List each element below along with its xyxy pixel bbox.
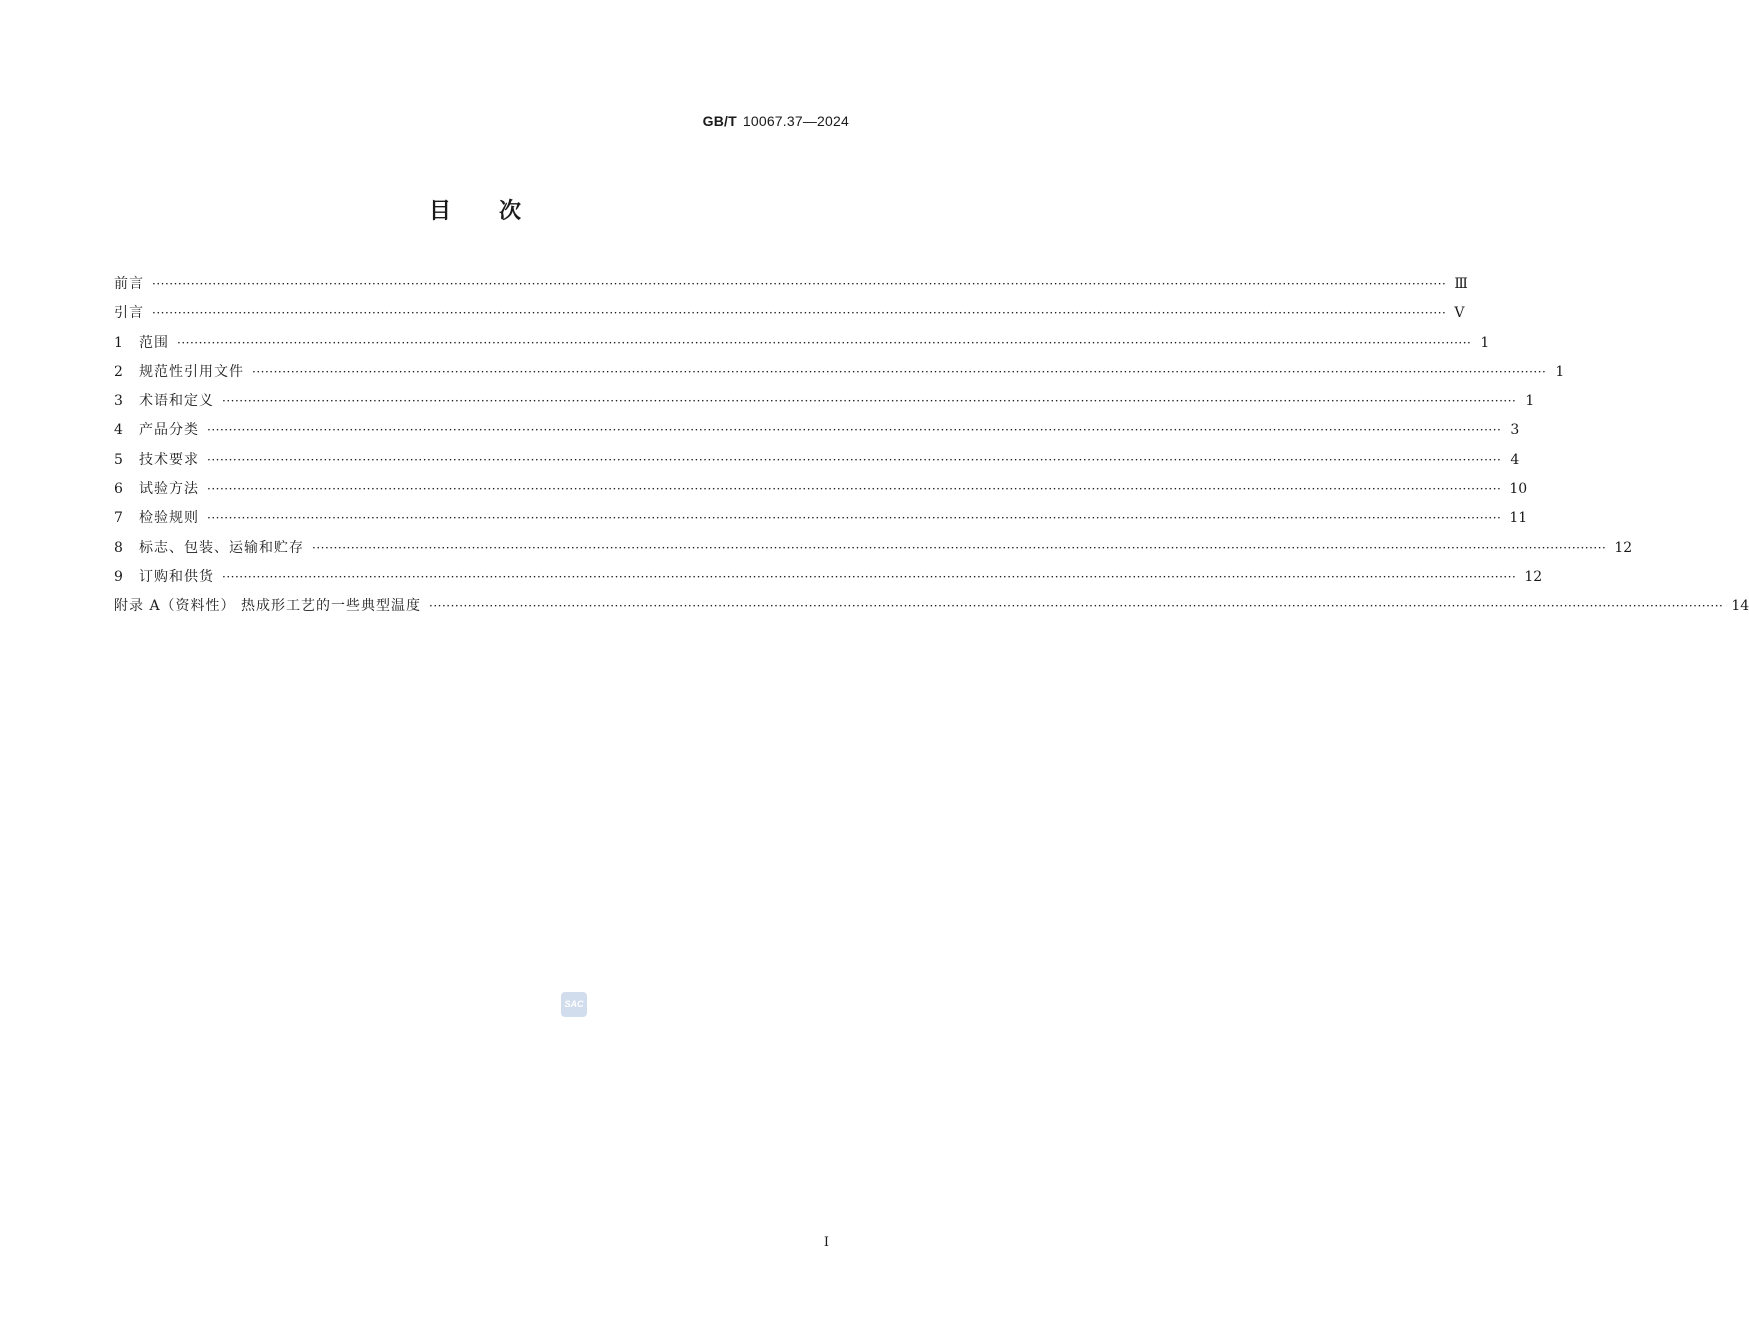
table-of-contents xyxy=(114,270,1749,622)
toc-entry[interactable] xyxy=(114,563,1543,592)
toc-entry-page: Ⅴ xyxy=(1454,305,1465,322)
toc-entry[interactable] xyxy=(114,416,1520,445)
toc-dot-leader: ············································································································································································································································································································ xyxy=(152,277,1447,291)
toc-entry-page: 12 xyxy=(1524,568,1543,585)
toc-entry-label: 引言 xyxy=(114,305,144,322)
toc-entry-number: 4 xyxy=(114,422,123,439)
standard-prefix: GB/T xyxy=(702,113,737,129)
toc-dot-leader: ············································································································································································································································································································ xyxy=(152,306,1447,321)
toc-entry-number: 3 xyxy=(114,393,123,410)
toc-entry-number: 7 xyxy=(114,510,123,527)
toc-entry-label: 试验方法 xyxy=(139,481,199,498)
toc-entry-page: 10 xyxy=(1509,481,1528,498)
toc-dot-leader: ············································································································································································································································································································ xyxy=(207,452,1502,467)
toc-entry-page: 4 xyxy=(1510,451,1520,468)
toc-dot-leader: ············································································································································································································································································································ xyxy=(252,364,1547,379)
toc-entry-label: 附录 A（资料性） 热成形工艺的一些典型温度 xyxy=(114,598,422,615)
toc-dot-leader: ············································································································································································································································································································ xyxy=(177,335,1472,350)
toc-dot-leader: ············································································································································································································································································································ xyxy=(222,394,1517,409)
toc-entry[interactable] xyxy=(114,270,1468,299)
page-title: 目次 xyxy=(428,199,569,224)
standard-code xyxy=(703,113,849,129)
toc-entry-number: 6 xyxy=(114,481,123,498)
toc-entry-page: 3 xyxy=(1510,422,1520,439)
toc-entry-page: 12 xyxy=(1614,539,1633,556)
sac-watermark-logo: SAC xyxy=(561,992,587,1017)
toc-entry-number: 2 xyxy=(114,363,123,380)
toc-entry[interactable] xyxy=(114,329,1490,358)
toc-entry-page: 1 xyxy=(1555,363,1565,380)
toc-entry-label: 技术要求 xyxy=(139,451,199,468)
toc-entry[interactable] xyxy=(114,387,1535,416)
toc-dot-leader: ············································································································································································································································································································ xyxy=(222,569,1517,584)
toc-entry-number: 9 xyxy=(114,568,123,585)
toc-entry[interactable] xyxy=(114,299,1465,328)
toc-entry-label: 规范性引用文件 xyxy=(139,363,244,380)
toc-dot-leader: ············································································································································································································································································································ xyxy=(429,599,1724,614)
toc-dot-leader: ············································································································································································································································································································ xyxy=(207,511,1502,526)
toc-entry-page: 11 xyxy=(1509,510,1528,527)
toc-entry-number: 1 xyxy=(114,334,123,351)
toc-entry-page: Ⅲ xyxy=(1454,276,1468,292)
toc-entry[interactable] xyxy=(114,534,1633,563)
toc-dot-leader: ············································································································································································································································································································ xyxy=(207,423,1502,438)
toc-entry[interactable] xyxy=(114,504,1528,533)
toc-entry-label: 标志、包装、运输和贮存 xyxy=(139,539,304,556)
toc-entry-label: 订购和供货 xyxy=(139,568,214,585)
toc-entry-label: 产品分类 xyxy=(139,422,199,439)
toc-entry-number: 5 xyxy=(114,451,123,468)
toc-entry[interactable] xyxy=(114,592,1749,621)
toc-dot-leader: ············································································································································································································································································································ xyxy=(207,482,1502,497)
toc-entry[interactable] xyxy=(114,446,1520,475)
toc-entry-number: 8 xyxy=(114,539,123,556)
toc-entry-label: 前言 xyxy=(114,276,144,292)
toc-entry-page: 14 xyxy=(1731,598,1749,615)
toc-entry-label: 范围 xyxy=(139,334,169,351)
toc-dot-leader: ············································································································································································································································································································ xyxy=(312,540,1607,555)
toc-entry-label: 检验规则 xyxy=(139,510,199,527)
toc-entry-page: 1 xyxy=(1525,393,1535,410)
toc-entry-page: 1 xyxy=(1480,334,1490,351)
toc-entry-label: 术语和定义 xyxy=(139,393,214,410)
standard-number: 10067.37—2024 xyxy=(742,113,849,129)
toc-entry[interactable] xyxy=(114,358,1565,387)
page-number: Ⅰ xyxy=(823,1235,829,1250)
toc-entry[interactable] xyxy=(114,475,1528,504)
